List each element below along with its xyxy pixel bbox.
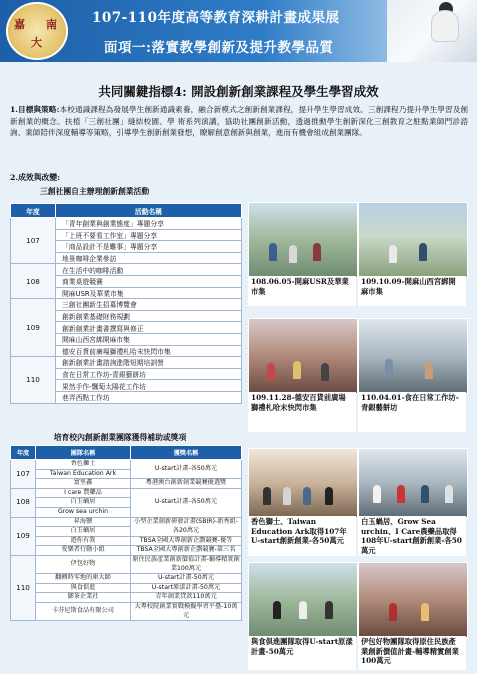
award-cell: U-start計畫-50萬元 xyxy=(131,574,242,584)
goal-text: 本校通識課程為發展學生創新通識素養，融合新模式之創新創業課程，提升學生學習成效。三創課程乃提升學生學習及創新創業的概念。扶植「三創社團」縫結校園、學 術系列演講，協助社團創新活動，透過推動學生創新深化三創教育之駐點業師門診諮詢、業師陪伴深度輔導等策略，引導學生創新創業發想，瞭解創意創新與創業，進而有機會組成創業團隊。 xyxy=(10,105,469,137)
table-row xyxy=(11,299,242,311)
person-figure xyxy=(267,363,275,381)
researcher-body xyxy=(431,10,459,42)
team-cell: I care 農藥品 xyxy=(36,488,131,498)
year-cell: 107 xyxy=(11,218,56,264)
person-figure xyxy=(397,485,405,503)
person-figure xyxy=(263,487,271,505)
activity-cell: 地景咖啡企業參訪 xyxy=(56,252,242,264)
table-row xyxy=(11,479,242,489)
table-row xyxy=(11,593,242,603)
award-cell: U-start原漾計畫-50萬元 xyxy=(131,583,242,593)
person-figure xyxy=(385,359,393,377)
seal-char-3: 大 xyxy=(31,36,42,49)
activity-cell: 商業桌遊競賽 xyxy=(56,275,242,287)
photo-yibao-team xyxy=(358,562,468,638)
person-figure xyxy=(389,603,397,621)
photo-108-ustart-teams xyxy=(358,448,468,518)
header-award: 獲獎名稱 xyxy=(131,446,242,460)
header-year: 年度 xyxy=(11,446,36,460)
activity-cell: 果然手作-飄萄太陽花工作坊 xyxy=(56,380,242,392)
person-figure xyxy=(325,487,333,505)
photo-107-ustart-teams xyxy=(248,448,358,518)
table-row xyxy=(11,517,242,527)
table-row xyxy=(11,264,242,276)
caption-photo-4: 110.04.01-食在日常工作坊-青銀藝餅坊 xyxy=(358,392,466,432)
activity-cell: 三創社團新生招募博覽會 xyxy=(56,299,242,311)
person-figure xyxy=(445,485,453,503)
activity-cell: 創新創業計畫諮詢進階短期培訓營 xyxy=(56,357,242,369)
caption-photo-8: 伊包好物團隊取得原住民族產業創新價值計畫-輔導精實創業100萬元 xyxy=(358,636,466,670)
table-row xyxy=(11,583,242,593)
year-cell: 110 xyxy=(11,555,36,620)
seal-char-1: 嘉 xyxy=(14,18,25,31)
person-figure xyxy=(373,485,381,503)
table-row xyxy=(11,574,242,584)
caption-photo-2: 109.10.09-開麻山西宮綁開麻市集 xyxy=(358,276,466,306)
team-cell: Grow sea urchin xyxy=(36,507,131,517)
team-cell: Taiwan Education Ark xyxy=(36,469,131,479)
caption-photo-3: 109.11.28-德安百貨前廣場獅禮札哈末快閃市集 xyxy=(248,392,356,432)
award-cell: 粵港澳台創新創業競賽優選獎 xyxy=(131,479,242,489)
header-banner xyxy=(0,0,477,62)
team-cell: 愛樂者行動小組 xyxy=(36,546,131,556)
person-figure xyxy=(283,487,291,505)
table-row xyxy=(11,218,242,230)
person-figure xyxy=(419,243,427,261)
table-row xyxy=(11,546,242,556)
table-row xyxy=(11,460,242,470)
table-row xyxy=(11,536,242,546)
activity-cell: 食在日常工作坊-青銀藝餅坊 xyxy=(56,368,242,380)
header-year: 年度 xyxy=(11,204,56,218)
photo-shanxi-market xyxy=(358,202,468,278)
team-cell: 富里鑫 xyxy=(36,479,131,489)
table-row xyxy=(11,602,242,620)
activity-cell: 開麻USR及華業市集 xyxy=(56,287,242,299)
person-figure xyxy=(421,485,429,503)
person-figure xyxy=(425,361,433,379)
person-figure xyxy=(421,603,429,621)
team-cell: 白玉蝸居 xyxy=(36,498,131,508)
header-subtitle: 面項一:落實教學創新及提升教學品質 xyxy=(104,40,334,56)
photo-yushi-team xyxy=(248,562,358,638)
person-figure xyxy=(325,601,333,619)
header-title: 107-110年度高等教育深耕計畫成果展 xyxy=(92,10,340,26)
photo-usr-market xyxy=(248,202,358,278)
page-title: 共同關鍵指標4: 開設創新創業課程及學生學習成效 xyxy=(98,84,379,99)
activities-table-header xyxy=(11,204,242,218)
caption-photo-6: 白玉蝸居、Grow Sea urchin、I Care農藥品取得108年U-start創新創業-各50萬元 xyxy=(358,516,466,556)
year-cell: 110 xyxy=(11,357,56,403)
activity-cell: 「青年創業與創業態度」專題分享 xyxy=(56,218,242,230)
team-cell: 白玉蝸居 xyxy=(36,527,131,537)
section-results-heading: 2.成效與改變: xyxy=(10,173,61,182)
photo-baking-workshop xyxy=(358,318,468,394)
caption-photo-7: 與食俱進團隊取得U-start原漾計畫-50萬元 xyxy=(248,636,356,670)
year-cell: 109 xyxy=(11,299,56,357)
table-row xyxy=(11,357,242,369)
person-figure xyxy=(389,245,397,263)
activity-cell: 德安百貨前廣場獅禮札哈末快閃市集 xyxy=(56,345,242,357)
team-cell: 昇海鹽 xyxy=(36,517,131,527)
team-cell: 御茶企業社 xyxy=(36,593,131,603)
year-cell: 108 xyxy=(11,264,56,299)
activity-cell: 巷弄西點工作坊 xyxy=(56,391,242,403)
person-figure xyxy=(273,601,281,619)
person-figure xyxy=(299,601,307,619)
university-seal-logo xyxy=(6,2,68,60)
header-team: 團隊名稱 xyxy=(36,446,131,460)
goal-paragraph xyxy=(10,104,468,139)
header-activity: 活動名稱 xyxy=(56,204,242,218)
caption-photo-5: 香色獅士、Taiwan Education Ark取得107年U-start創新創業-各50萬元 xyxy=(248,516,356,556)
awards-table xyxy=(10,445,242,621)
activity-cell: 創新創業基礎財務規劃 xyxy=(56,310,242,322)
activity-cell: 「上班不要看工作室」專題分享 xyxy=(56,229,242,241)
caption-photo-1: 108.06.05-開麻USR及華業市集 xyxy=(248,276,356,306)
award-cell: 原住民族產業創新價值計畫-輔導精實創業100萬元 xyxy=(131,555,242,573)
team-cell: 翻轉時零地的庫大師 xyxy=(36,574,131,584)
header-photo-researcher xyxy=(387,0,477,62)
awards-table-header xyxy=(11,446,242,460)
table-row xyxy=(11,555,242,573)
team-cell: 伊包好物 xyxy=(36,555,131,573)
activities-table xyxy=(10,203,242,404)
person-figure xyxy=(303,487,311,505)
team-cell: 卡芬尼斯食品有限公司 xyxy=(36,602,131,620)
activity-cell: 「商品設計不是難事」專題分享 xyxy=(56,241,242,253)
award-cell: TBSA全國大專創新企劃競賽-優等 xyxy=(131,536,242,546)
award-cell: U-start計畫-各50萬元 xyxy=(131,488,242,517)
seal-char-2: 南 xyxy=(46,18,57,31)
activities-table-title: 三創社團自主辦理創新創業活動 xyxy=(40,187,150,196)
photo-dean-plaza-market xyxy=(248,318,358,394)
goal-label: 1.目標與策略: xyxy=(10,105,60,114)
awards-table-title: 培育校內創新創業團隊獲得補助或獎項 xyxy=(53,433,187,442)
table-row xyxy=(11,488,242,498)
year-cell: 109 xyxy=(11,517,36,555)
award-cell: TBSA全國大專創新企劃競賽-第三名 xyxy=(131,546,242,556)
year-cell: 108 xyxy=(11,488,36,517)
person-figure xyxy=(321,363,329,381)
team-cell: 遊你有我 xyxy=(36,536,131,546)
award-cell: 大專校院創業實戰模擬學習平臺-10萬元 xyxy=(131,602,242,620)
activity-cell: 在生活中的咖啡活動 xyxy=(56,264,242,276)
person-figure xyxy=(289,245,297,263)
award-cell: 青年創業貸款110萬元 xyxy=(131,593,242,603)
award-cell: U-start計畫-各50萬元 xyxy=(131,460,242,479)
year-cell: 107 xyxy=(11,460,36,489)
person-figure xyxy=(313,243,321,261)
activity-cell: 創新創業計畫書撰寫與修正 xyxy=(56,322,242,334)
person-figure xyxy=(293,361,301,379)
team-cell: 與食俱進 xyxy=(36,583,131,593)
activity-cell: 開麻山西宮綁開麻市集 xyxy=(56,333,242,345)
person-figure xyxy=(269,243,277,261)
award-cell: 小型企業創新研發計畫(SBIR)-新秀組-各20萬元 xyxy=(131,517,242,536)
team-cell: 香色獅士 xyxy=(36,460,131,470)
